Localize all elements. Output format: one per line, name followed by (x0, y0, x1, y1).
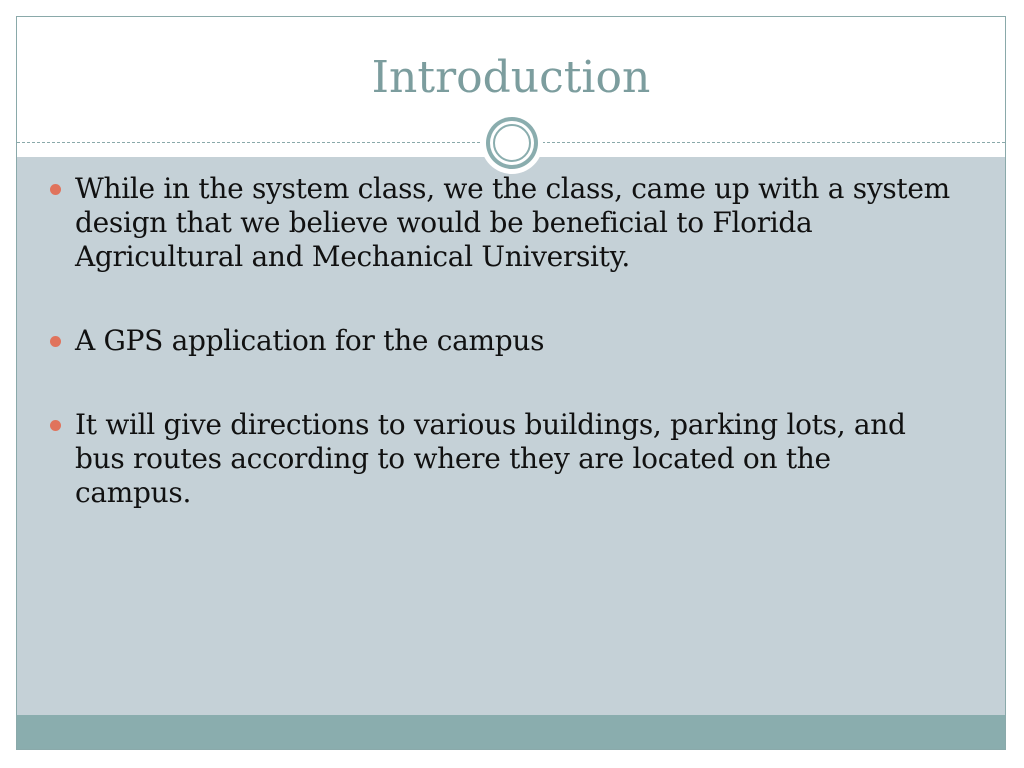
bullet-text: A GPS application for the campus (75, 324, 545, 357)
bullet-dot-icon (50, 420, 61, 431)
bullet-dot-icon (50, 184, 61, 195)
bullet-list (50, 172, 950, 560)
bullet-text: It will give directions to various buildings, parking lots, and bus routes according to where they are located on the campus. (75, 408, 906, 509)
slide-title: Introduction (371, 52, 651, 103)
bullet-item (50, 324, 950, 358)
bullet-dot-icon (50, 336, 61, 347)
bullet-item (50, 172, 950, 274)
circle-ornament-inner (493, 124, 531, 162)
bullet-item (50, 408, 950, 510)
bullet-text: While in the system class, we the class, came up with a system design that we believe would be beneficial to Florida Agricultural and Mechanical University. (75, 172, 950, 273)
